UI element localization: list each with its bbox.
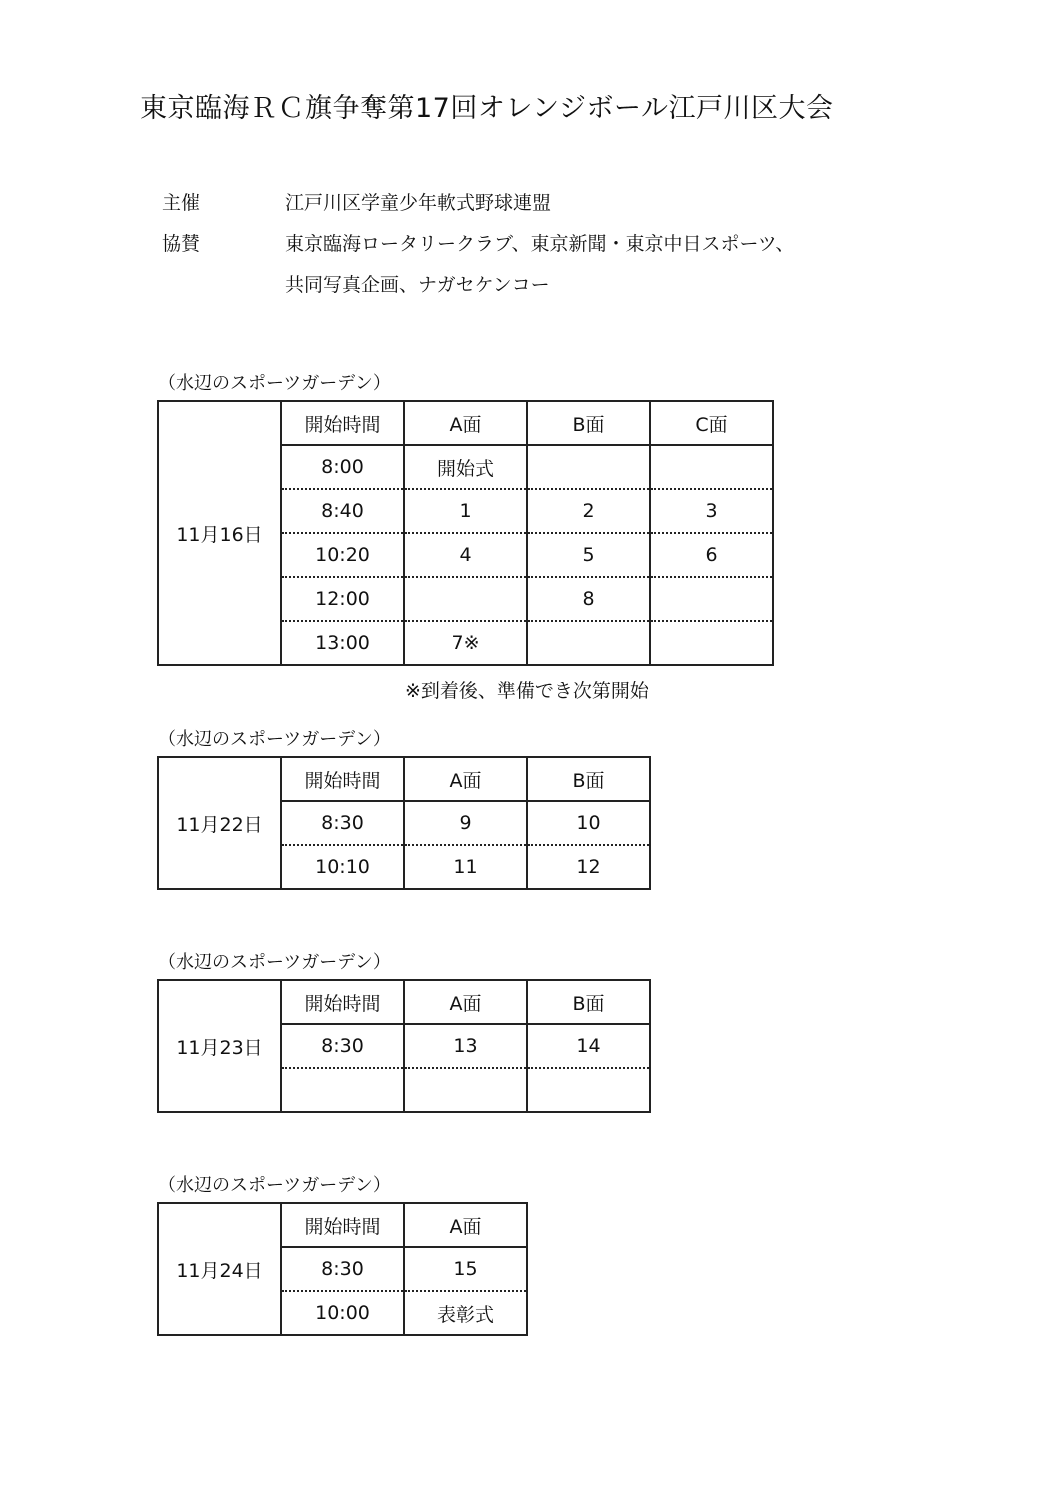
header-cell: 開始時間 [281, 401, 404, 445]
court-cell [404, 577, 527, 621]
header-cell: 開始時間 [281, 1203, 404, 1247]
header-cell: A面 [404, 401, 527, 445]
time-cell: 10:20 [281, 533, 404, 577]
header-cell: A面 [404, 757, 527, 801]
venue-caption: （水辺のスポーツガーデン） [158, 952, 391, 973]
table-header-row [158, 1203, 527, 1247]
venue-caption: （水辺のスポーツガーデン） [158, 729, 391, 750]
court-cell [650, 577, 773, 621]
header-cell: 開始時間 [281, 980, 404, 1024]
time-cell: 10:10 [281, 845, 404, 889]
sponsor-value-line1: 東京臨海ロータリークラブ、東京新聞・東京中日スポーツ、 [285, 233, 795, 255]
venue-caption: （水辺のスポーツガーデン） [158, 1175, 391, 1196]
header-cell: A面 [404, 1203, 527, 1247]
header-cell: B面 [527, 401, 650, 445]
court-cell: 13 [404, 1024, 527, 1068]
header-cell: 開始時間 [281, 757, 404, 801]
court-cell: 3 [650, 489, 773, 533]
date-cell: 11月23日 [158, 980, 281, 1112]
schedule-table-1123 [157, 979, 651, 1113]
court-cell [527, 621, 650, 665]
court-cell: 12 [527, 845, 650, 889]
time-cell: 8:30 [281, 801, 404, 845]
header-cell: B面 [527, 757, 650, 801]
court-cell: 11 [404, 845, 527, 889]
header-cell: B面 [527, 980, 650, 1024]
time-cell [281, 1068, 404, 1112]
table-header-row [158, 757, 650, 801]
court-cell: 表彰式 [404, 1291, 527, 1335]
organizer-label: 主催 [162, 192, 201, 214]
court-cell [527, 445, 650, 489]
court-cell [527, 1068, 650, 1112]
time-cell: 8:40 [281, 489, 404, 533]
schedule-note: ※到着後、準備でき次第開始 [405, 680, 649, 702]
court-cell: 開始式 [404, 445, 527, 489]
date-cell: 11月24日 [158, 1203, 281, 1335]
time-cell: 8:00 [281, 445, 404, 489]
time-cell: 13:00 [281, 621, 404, 665]
schedule-table-1116 [157, 400, 774, 666]
time-cell: 8:30 [281, 1247, 404, 1291]
schedule-table-1122 [157, 756, 651, 890]
date-cell: 11月22日 [158, 757, 281, 889]
court-cell: 14 [527, 1024, 650, 1068]
court-cell: 15 [404, 1247, 527, 1291]
page-title: 東京臨海ＲＣ旗争奪第17回オレンジボール江戸川区大会 [140, 93, 834, 124]
organizer-value: 江戸川区学童少年軟式野球連盟 [285, 192, 552, 214]
court-cell: 9 [404, 801, 527, 845]
schedule-table-1124 [157, 1202, 528, 1336]
venue-caption: （水辺のスポーツガーデン） [158, 373, 391, 394]
sponsor-label: 協賛 [162, 233, 201, 255]
court-cell [404, 1068, 527, 1112]
date-cell: 11月16日 [158, 401, 281, 665]
court-cell [650, 445, 773, 489]
court-cell: 5 [527, 533, 650, 577]
court-cell: 6 [650, 533, 773, 577]
time-cell: 12:00 [281, 577, 404, 621]
court-cell [650, 621, 773, 665]
court-cell: 4 [404, 533, 527, 577]
header-cell: A面 [404, 980, 527, 1024]
table-header-row [158, 401, 773, 445]
court-cell: 10 [527, 801, 650, 845]
table-header-row [158, 980, 650, 1024]
time-cell: 10:00 [281, 1291, 404, 1335]
court-cell: 8 [527, 577, 650, 621]
court-cell: 2 [527, 489, 650, 533]
court-cell: 7※ [404, 621, 527, 665]
time-cell: 8:30 [281, 1024, 404, 1068]
court-cell: 1 [404, 489, 527, 533]
header-cell: C面 [650, 401, 773, 445]
sponsor-value-line2: 共同写真企画、ナガセケンコー [285, 274, 550, 296]
